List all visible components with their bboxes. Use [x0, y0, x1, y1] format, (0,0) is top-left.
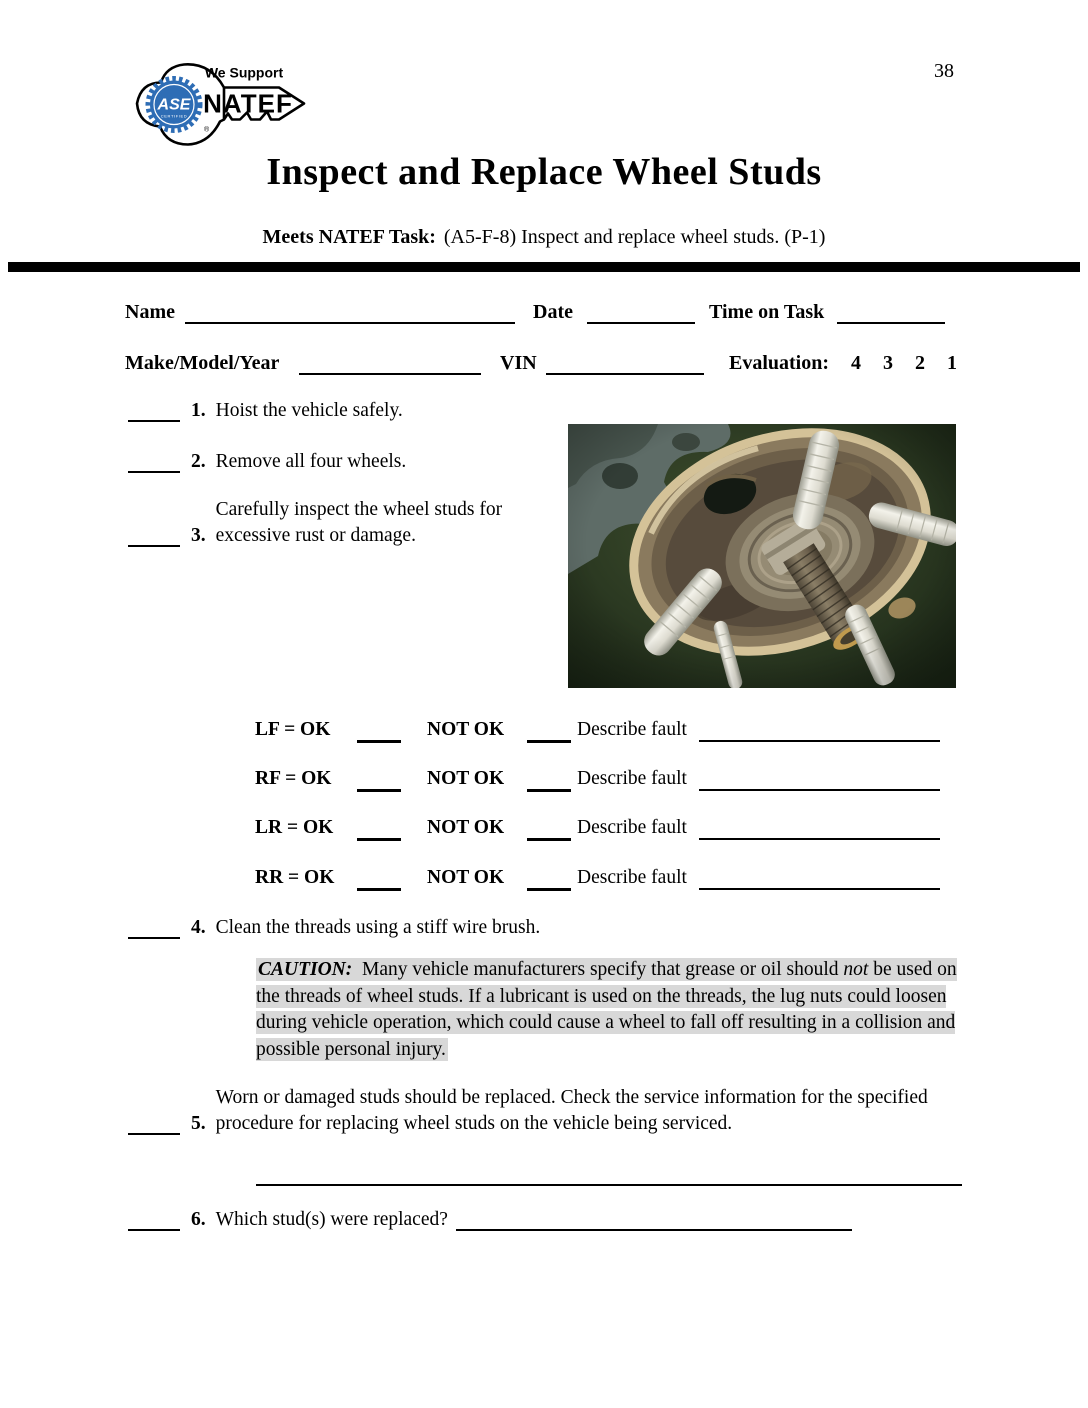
- lr-notok-label: NOT OK: [427, 817, 505, 838]
- rr-fault-line[interactable]: [699, 867, 940, 890]
- step-row-6: [128, 1207, 852, 1233]
- wheel-hub-photo: [568, 424, 956, 688]
- evaluation-score-3[interactable]: 3: [883, 352, 893, 374]
- step-1-check-line[interactable]: [128, 400, 180, 422]
- rr-ok-line[interactable]: [357, 867, 401, 891]
- ase-gear-icon: [148, 79, 200, 131]
- rf-fault-line[interactable]: [699, 768, 940, 791]
- lr-ok-line[interactable]: [357, 817, 401, 841]
- caution-italic-word: not: [843, 959, 869, 980]
- lf-fault-line[interactable]: [699, 719, 940, 742]
- rf-notok-label: NOT OK: [427, 768, 505, 789]
- lf-ok-label: LF = OK: [255, 719, 331, 740]
- caution-text-2: be used on the threads of wheel studs. If a lubricant is used on the threads, the lug nuts could loosen during vehicle operation, which could cause a wheel to fall off resulting in a collision and possible personal injury.: [256, 959, 957, 1060]
- registered-mark: ®: [204, 126, 210, 134]
- ase-certified-text: CERTIFIED: [160, 113, 188, 119]
- natef-task-line: [0, 226, 1088, 249]
- step-6-check-line[interactable]: [128, 1209, 180, 1231]
- step-4-number: 4.: [191, 917, 206, 938]
- caution-highlight: [256, 958, 957, 1061]
- vin-field-line[interactable]: [546, 352, 704, 375]
- rf-notok-line[interactable]: [527, 768, 571, 792]
- lf-ok-line[interactable]: [357, 719, 401, 743]
- logo-natef-text: NATEF: [203, 88, 293, 119]
- evaluation-score-1[interactable]: 1: [947, 352, 957, 374]
- lr-ok-label: LR = OK: [255, 817, 334, 838]
- rf-describe-label: Describe fault: [577, 768, 687, 789]
- rr-describe-label: Describe fault: [577, 867, 687, 888]
- step-6-number: 6.: [191, 1209, 206, 1230]
- step-row-3: [128, 497, 538, 549]
- lr-describe-label: Describe fault: [577, 817, 687, 838]
- rf-ok-label: RF = OK: [255, 768, 332, 789]
- step-4-check-line[interactable]: [128, 917, 180, 939]
- step-6-answer-line[interactable]: [456, 1209, 852, 1231]
- date-field-line[interactable]: [587, 301, 695, 324]
- lf-describe-label: Describe fault: [577, 719, 687, 740]
- step-row-1: [128, 398, 403, 424]
- ase-text: ASE: [157, 96, 191, 114]
- task-text: (A5-F-8) Inspect and replace wheel studs. (P-1): [443, 226, 826, 248]
- evaluation-score-2[interactable]: 2: [915, 352, 925, 374]
- lr-fault-line[interactable]: [699, 817, 940, 840]
- step-1-number: 1.: [191, 400, 206, 421]
- step-1-text: Hoist the vehicle safely.: [215, 400, 403, 421]
- task-label: Meets NATEF Task:: [262, 226, 436, 248]
- caution-label: CAUTION:: [258, 959, 353, 980]
- natef-logo: [128, 56, 306, 152]
- step-2-check-line[interactable]: [128, 451, 180, 473]
- caution-note: [256, 957, 972, 1063]
- step-3-number: 3.: [191, 525, 206, 546]
- make-model-year-field-line[interactable]: [299, 352, 481, 375]
- step-5-text: Worn or damaged studs should be replaced. Check the service information for the specified procedure for replacing wheel studs on the vehicle being serviced.: [215, 1087, 928, 1134]
- step-4-text: Clean the threads using a stiff wire brush.: [215, 917, 541, 938]
- rr-notok-line[interactable]: [527, 867, 571, 891]
- logo-support-text: We Support: [204, 64, 284, 81]
- step-row-4: [128, 915, 540, 941]
- step-3-check-line[interactable]: [128, 525, 180, 547]
- lr-notok-line[interactable]: [527, 817, 571, 841]
- make-model-year-label: Make/Model/Year: [125, 352, 280, 374]
- step-row-2: [128, 449, 406, 475]
- rr-ok-label: RR = OK: [255, 867, 335, 888]
- rr-notok-label: NOT OK: [427, 867, 505, 888]
- time-on-task-field-line[interactable]: [837, 301, 945, 324]
- divider-rule: [8, 262, 1080, 272]
- lf-notok-line[interactable]: [527, 719, 571, 743]
- page-title: Inspect and Replace Wheel Studs: [266, 151, 822, 193]
- step-2-text: Remove all four wheels.: [215, 451, 407, 472]
- rf-ok-line[interactable]: [357, 768, 401, 792]
- step-2-number: 2.: [191, 451, 206, 472]
- step-5-answer-line[interactable]: [256, 1166, 962, 1186]
- vin-label: VIN: [500, 352, 537, 374]
- name-field-line[interactable]: [185, 301, 515, 324]
- step-5-check-line[interactable]: [128, 1113, 180, 1135]
- step-3-text: Carefully inspect the wheel studs for excessive rust or damage.: [215, 499, 503, 546]
- lf-notok-label: NOT OK: [427, 719, 505, 740]
- name-label: Name: [125, 301, 175, 323]
- step-row-5: [128, 1085, 930, 1137]
- evaluation-label: Evaluation:: [729, 352, 830, 374]
- step-5-number: 5.: [191, 1113, 206, 1134]
- evaluation-score-4[interactable]: 4: [851, 352, 861, 374]
- page-number: 38: [934, 60, 954, 82]
- date-label: Date: [533, 301, 573, 323]
- caution-text-1: Many vehicle manufacturers specify that grease or oil should: [362, 959, 839, 980]
- step-6-text: Which stud(s) were replaced?: [215, 1209, 448, 1230]
- time-on-task-label: Time on Task: [709, 301, 825, 323]
